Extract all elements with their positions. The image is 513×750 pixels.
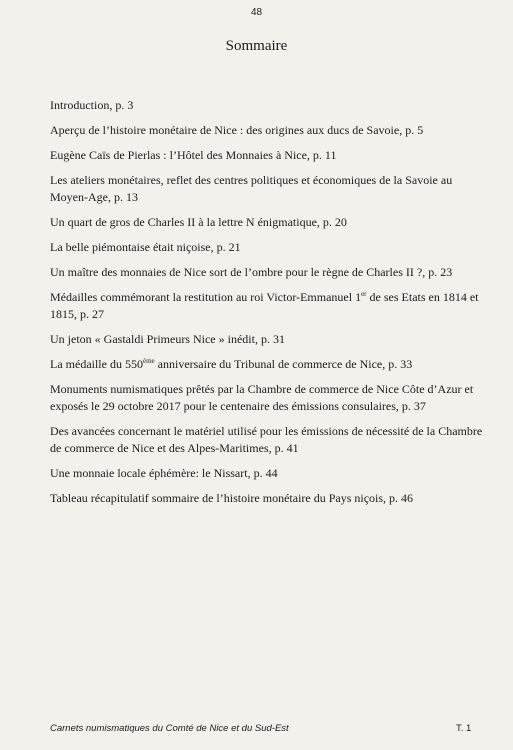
table-of-contents [50,97,490,515]
toc-entry-maitre-des-monnaies: Un maître des monnaies de Nice sort de l’ombre pour le règne de Charles II ?, p. 23 [50,265,453,279]
toc-entry-jeton-gastaldi: Un jeton « Gastaldi Primeurs Nice » inédit, p. 31 [50,332,285,346]
toc-entry-medaille-550 [50,356,490,373]
toc-entry-introduction: Introduction, p. 3 [50,98,134,112]
toc-entry-apercu: Aperçu de l’histoire monétaire de Nice : des origines aux ducs de Savoie, p. 5 [50,123,424,137]
toc-entry-nissart: Une monnaie locale éphémère: le Nissart, p. 44 [50,466,278,480]
toc-entry-superscript: ème [142,357,155,365]
page-number: 48 [250,7,263,18]
toc-entry-text: La médaille du 550 [50,357,143,371]
toc-entry-monuments-numismatiques: Monuments numismatiques prêtés par la Chambre de commerce de Nice Côte d’Azur et exposés le 29 octobre 2017 pour le centenaire des émissions consulaires, p. 37 [50,382,474,413]
toc-entry-superscript: er [361,290,367,298]
footer-volume: T. 1 [456,723,472,734]
toc-entry-quart-de-gros: Un quart de gros de Charles II à la lettre N énigmatique, p. 20 [50,215,347,229]
toc-entry-cais-de-pierlas: Eugène Caïs de Pierlas : l’Hôtel des Monnaies à Nice, p. 11 [50,148,337,162]
footer-publication: Carnets numismatiques du Comté de Nice et du Sud-Est [50,723,289,734]
toc-entry-medailles-restitution [50,289,490,323]
toc-entry-piemontaise: La belle piémontaise était niçoise, p. 21 [50,240,241,254]
toc-entry-text: anniversaire du Tribunal de commerce de Nice, p. 33 [154,357,413,371]
toc-entry-text: Médailles commémorant la restitution au roi Victor-Emmanuel 1 [50,290,362,304]
page-title: Sommaire [225,38,288,54]
toc-entry-tableau-recapitulatif: Tableau récapitulatif sommaire de l’histoire monétaire du Pays niçois, p. 46 [50,491,414,505]
toc-entry-ateliers: Les ateliers monétaires, reflet des centres politiques et économiques de la Savoie au Moyen-Age, p. 13 [50,173,453,204]
toc-entry-avancees-materiel: Des avancées concernant le matériel utilisé pour les émissions de nécessité de la Chambre de commerce de Nice et des Alpes-Maritimes, p. 41 [50,424,483,455]
toc-entry-text: de ses Etats en 1814 et 1815, p. 27 [50,290,479,321]
